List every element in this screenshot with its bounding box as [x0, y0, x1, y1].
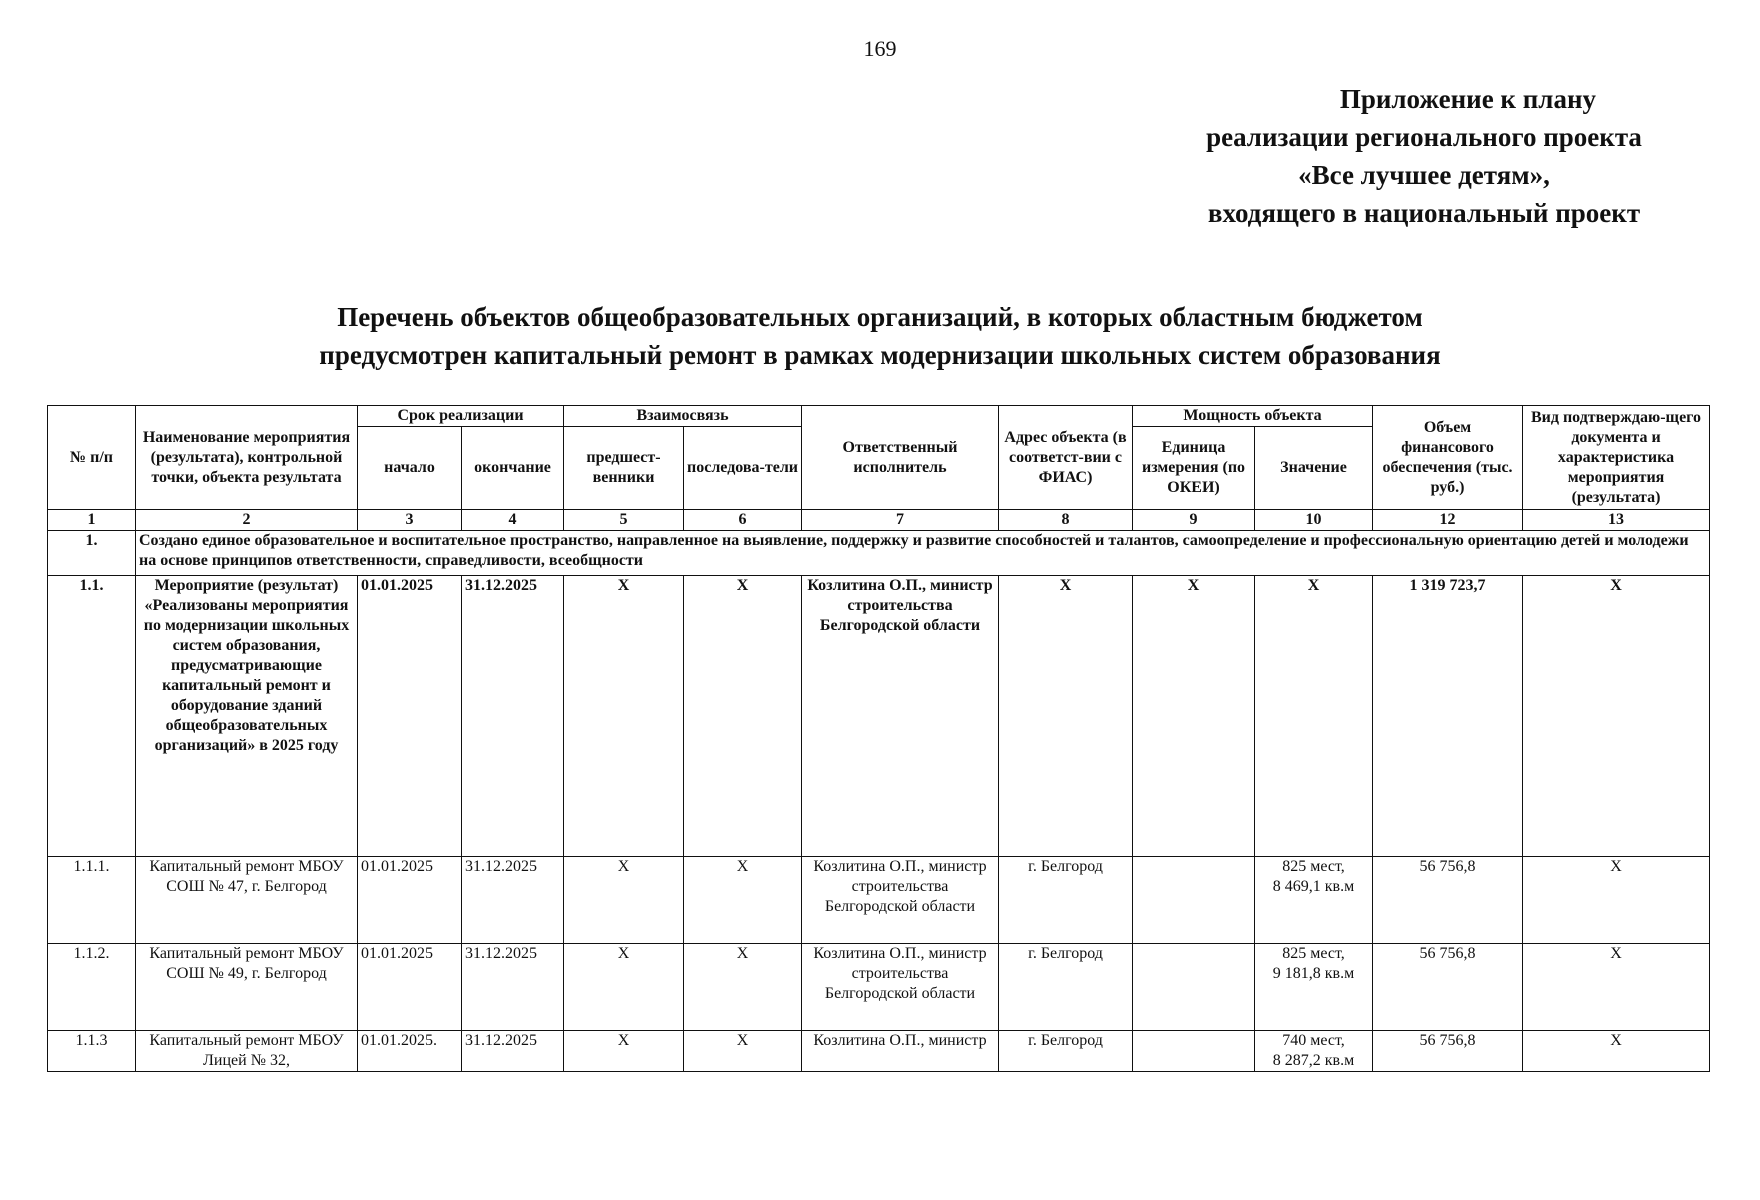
row-start: 01.01.2025	[358, 576, 462, 857]
header-unit: Единица измерения (по ОКЕИ)	[1133, 427, 1255, 510]
appendix-line-3: «Все лучшее детям»,	[1298, 160, 1550, 190]
header-name: Наименование мероприятия (результата), контрольной точки, объекта результата	[136, 406, 358, 510]
row-address: г. Белгород	[999, 1031, 1133, 1072]
row-succ: X	[684, 1031, 802, 1072]
row-start: 01.01.2025	[358, 857, 462, 944]
row-responsible: Козлитина О.П., министр строительства Белгородской области	[802, 576, 999, 857]
section-text: Создано единое образовательное и воспитательное пространство, направленное на выявление, поддержку и развитие способностей и талантов, самоопределение и профессиональную ориентацию детей и молодежи на основе принципов ответственности, справедливости, всеобщности	[136, 531, 1710, 576]
header-capacity: Мощность объекта	[1133, 406, 1373, 427]
page-number: 169	[863, 36, 897, 61]
row-responsible: Козлитина О.П., министр	[802, 1031, 999, 1072]
appendix-line-1: Приложение к плану	[1339, 84, 1596, 114]
col-number: 2	[136, 510, 358, 531]
row-num: 1.1.	[48, 576, 136, 857]
row-num: 1.1.2.	[48, 944, 136, 1031]
row-doc: X	[1523, 1031, 1710, 1072]
row-end: 31.12.2025	[462, 944, 564, 1031]
row-unit: X	[1133, 576, 1255, 857]
col-number: 3	[358, 510, 462, 531]
header-start: начало	[358, 427, 462, 510]
row-unit	[1133, 1031, 1255, 1072]
row-doc: X	[1523, 944, 1710, 1031]
document-title	[0, 298, 1760, 374]
value-places: 740 мест,	[1282, 1032, 1345, 1049]
col-number: 6	[684, 510, 802, 531]
col-number: 9	[1133, 510, 1255, 531]
header-responsible: Ответственный исполнитель	[802, 406, 999, 510]
col-number: 10	[1255, 510, 1373, 531]
value-places: 825 мест,	[1282, 945, 1345, 962]
col-number: 7	[802, 510, 999, 531]
table-row	[48, 1031, 1710, 1072]
row-address: г. Белгород	[999, 944, 1133, 1031]
row-value	[1255, 857, 1373, 944]
header-finance: Объем финансового обеспечения (тыс. руб.)	[1373, 406, 1523, 510]
row-finance: 56 756,8	[1373, 1031, 1523, 1072]
header-end: окончание	[462, 427, 564, 510]
row-name: Капитальный ремонт МБОУ СОШ № 49, г. Белгород	[136, 944, 358, 1031]
title-line-1: Перечень объектов общеобразовательных организаций, в которых областным бюджетом	[337, 302, 1423, 332]
row-unit	[1133, 944, 1255, 1031]
row-start: 01.01.2025.	[358, 1031, 462, 1072]
value-area: 9 181,8 кв.м	[1272, 965, 1355, 982]
row-end: 31.12.2025	[462, 576, 564, 857]
appendix-heading	[1144, 80, 1704, 232]
row-name: Капитальный ремонт МБОУ СОШ № 47, г. Белгород	[136, 857, 358, 944]
row-doc: X	[1523, 857, 1710, 944]
row-end: 31.12.2025	[462, 1031, 564, 1072]
row-finance: 56 756,8	[1373, 944, 1523, 1031]
col-number: 1	[48, 510, 136, 531]
row-succ: X	[684, 576, 802, 857]
row-pred: X	[564, 576, 684, 857]
row-address: X	[999, 576, 1133, 857]
row-value: X	[1255, 576, 1373, 857]
row-name: Мероприятие (результат) «Реализованы мероприятия по модернизации школьных систем образования, предусматривающие капитальный ремонт и оборудование зданий общеобразовательных организаций» в 2025 году	[136, 576, 358, 857]
row-finance: 1 319 723,7	[1373, 576, 1523, 857]
col-number: 5	[564, 510, 684, 531]
row-pred: X	[564, 1031, 684, 1072]
row-succ: X	[684, 944, 802, 1031]
header-value: Значение	[1255, 427, 1373, 510]
appendix-line-4: входящего в национальный проект	[1207, 198, 1641, 228]
title-line-2: предусмотрен капитальный ремонт в рамках модернизации школьных систем образования	[319, 340, 1441, 370]
table-row	[48, 576, 1710, 857]
objects-table	[47, 405, 1710, 1072]
row-value	[1255, 1031, 1373, 1072]
row-finance: 56 756,8	[1373, 857, 1523, 944]
header-period: Срок реализации	[358, 406, 564, 427]
row-pred: X	[564, 944, 684, 1031]
appendix-line-2: реализации регионального проекта	[1206, 122, 1642, 152]
header-address: Адрес объекта (в соответст-вии с ФИАС)	[999, 406, 1133, 510]
value-area: 8 469,1 кв.м	[1272, 878, 1355, 895]
row-pred: X	[564, 857, 684, 944]
section-num: 1.	[48, 531, 136, 576]
row-num: 1.1.3	[48, 1031, 136, 1072]
row-succ: X	[684, 857, 802, 944]
header-successors: последова-тели	[684, 427, 802, 510]
row-num: 1.1.1.	[48, 857, 136, 944]
col-number: 13	[1523, 510, 1710, 531]
row-name: Капитальный ремонт МБОУ Лицей № 32,	[136, 1031, 358, 1072]
row-responsible: Козлитина О.П., министр строительства Белгородской области	[802, 944, 999, 1031]
row-value	[1255, 944, 1373, 1031]
header-relation: Взаимосвязь	[564, 406, 802, 427]
row-end: 31.12.2025	[462, 857, 564, 944]
table-row	[48, 944, 1710, 1031]
header-num: № п/п	[48, 406, 136, 510]
section-row	[48, 531, 1710, 576]
row-doc: X	[1523, 576, 1710, 857]
value-places: 825 мест,	[1282, 858, 1345, 875]
col-number: 4	[462, 510, 564, 531]
table-row	[48, 857, 1710, 944]
column-number-row	[48, 510, 1710, 531]
value-area: 8 287,2 кв.м	[1272, 1052, 1355, 1069]
header-row-1	[48, 406, 1710, 427]
row-responsible: Козлитина О.П., министр строительства Белгородской области	[802, 857, 999, 944]
row-address: г. Белгород	[999, 857, 1133, 944]
col-number: 8	[999, 510, 1133, 531]
header-doc: Вид подтверждаю-щего документа и характеристика мероприятия (результата)	[1523, 406, 1710, 510]
row-start: 01.01.2025	[358, 944, 462, 1031]
row-unit	[1133, 857, 1255, 944]
col-number: 12	[1373, 510, 1523, 531]
header-predecessors: предшест-венники	[564, 427, 684, 510]
